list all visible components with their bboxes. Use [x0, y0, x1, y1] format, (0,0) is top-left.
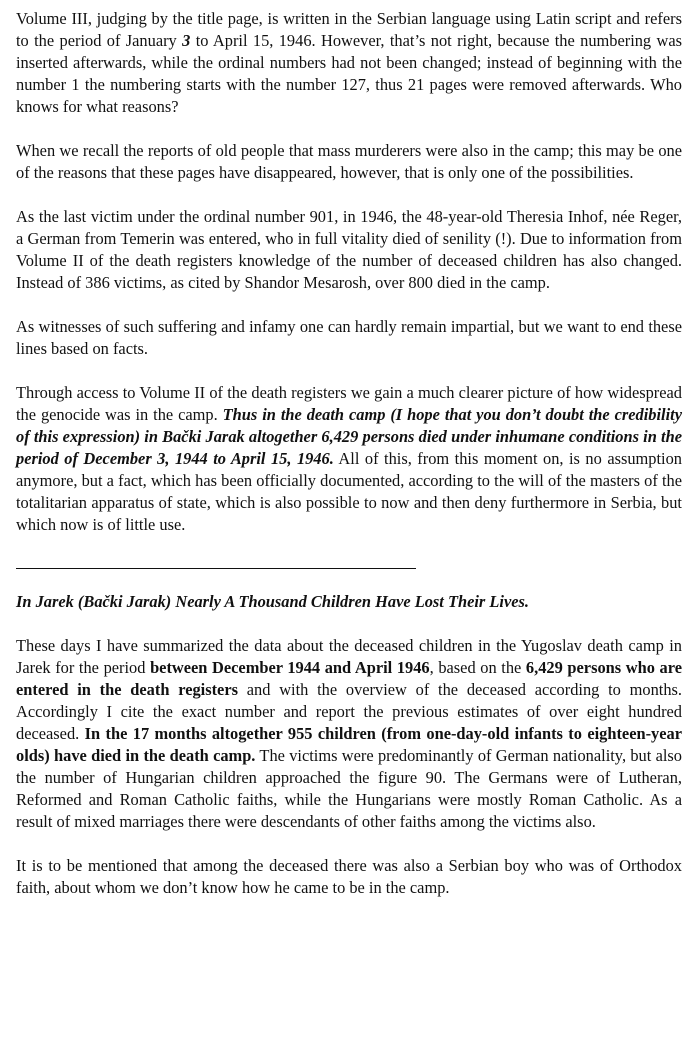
paragraph-serbian-boy: It is to be mentioned that among the deceased there was also a Serbian boy who was of Orthodox faith, about whom we don’t know how he came to be in the camp.	[16, 856, 682, 897]
paragraph-summary	[16, 635, 682, 833]
paragraph-mass-murderers: When we recall the reports of old people that mass murderers were also in the camp; this may be one of the reasons that these pages have disappeared, however, that is only one of the possibilities.	[16, 141, 682, 182]
emphasis-statement: Thus in the death camp (I hope that you don’t doubt the credibility of this expression) in Bački Jarak altogether 6,429 persons died under inhumane conditions in the period of December 3, 1944 to April 15, 1946.	[16, 405, 682, 468]
document-page	[16, 8, 682, 921]
paragraph-last-victim: As the last victim under the ordinal number 901, in 1946, the 48-year-old Theresia Inhof, née Reger, a German from Temerin was entered, who in full vitality died of senility (!). Due to information from Volume II of the death registers knowledge of the number of deceased children has also changed. Instead of 386 victims, as cited by Shandor Mesarosh, over 800 died in the camp.	[16, 207, 682, 292]
paragraph-volume-iii	[16, 8, 682, 118]
section-divider	[16, 568, 416, 569]
bold-period: between December 1944 and April 1946	[150, 658, 430, 677]
text-run: The victims were predominantly of German nationality, but also the number of Hungarian children approached the figure 90. The Germans were of Lutheran, Reformed and Roman Catholic faiths, while the Hungarians were mostly Roman Catholic. As a result of mixed marriages there were descendants of other faiths among the victims also.	[16, 746, 682, 831]
text-run: , based on the	[429, 658, 526, 677]
bold-date: 3	[182, 31, 191, 50]
text-run: Through access to Volume II of the death registers we gain a much clearer picture of how widespread the genocide was in the camp.	[16, 383, 682, 424]
text-run: All of this, from this moment on, is no assumption anymore, but a fact, which has been officially documented, according to the will of the masters of the totalitarian apparatus of state, which is also possible to now and then deny furthermore in Serbia, but which now is of little use.	[16, 449, 682, 534]
paragraph-volume-ii	[16, 382, 682, 536]
bold-children-count: In the 17 months altogether 955 children (from one-day-old infants to eighteen-year olds) have died in the death camp.	[16, 724, 682, 765]
text-run: and with the overview of the deceased according to months. Accordingly I cite the exact number and report the previous estimates of over eight hundred deceased.	[16, 680, 682, 743]
section-heading: In Jarek (Bački Jarak) Nearly A Thousand Children Have Lost Their Lives.	[16, 592, 529, 611]
paragraph-witnesses: As witnesses of such suffering and infamy one can hardly remain impartial, but we want to end these lines based on facts.	[16, 317, 682, 358]
text-run: to April 15, 1946. However, that’s not right, because the numbering was inserted afterwards, while the ordinal numbers had not been changed; instead of beginning with the number 1 the numbering starts with the number 127, thus 21 pages were removed afterwards. Who knows for what reasons?	[16, 31, 682, 116]
text-run: Volume III, judging by the title page, is written in the Serbian language using Latin script and refers to the period of January	[16, 9, 682, 50]
text-run: These days I have summarized the data about the deceased children in the Yugoslav death camp in Jarek for the period	[16, 636, 682, 677]
bold-persons: 6,429 persons who are entered in the death registers	[16, 658, 682, 699]
